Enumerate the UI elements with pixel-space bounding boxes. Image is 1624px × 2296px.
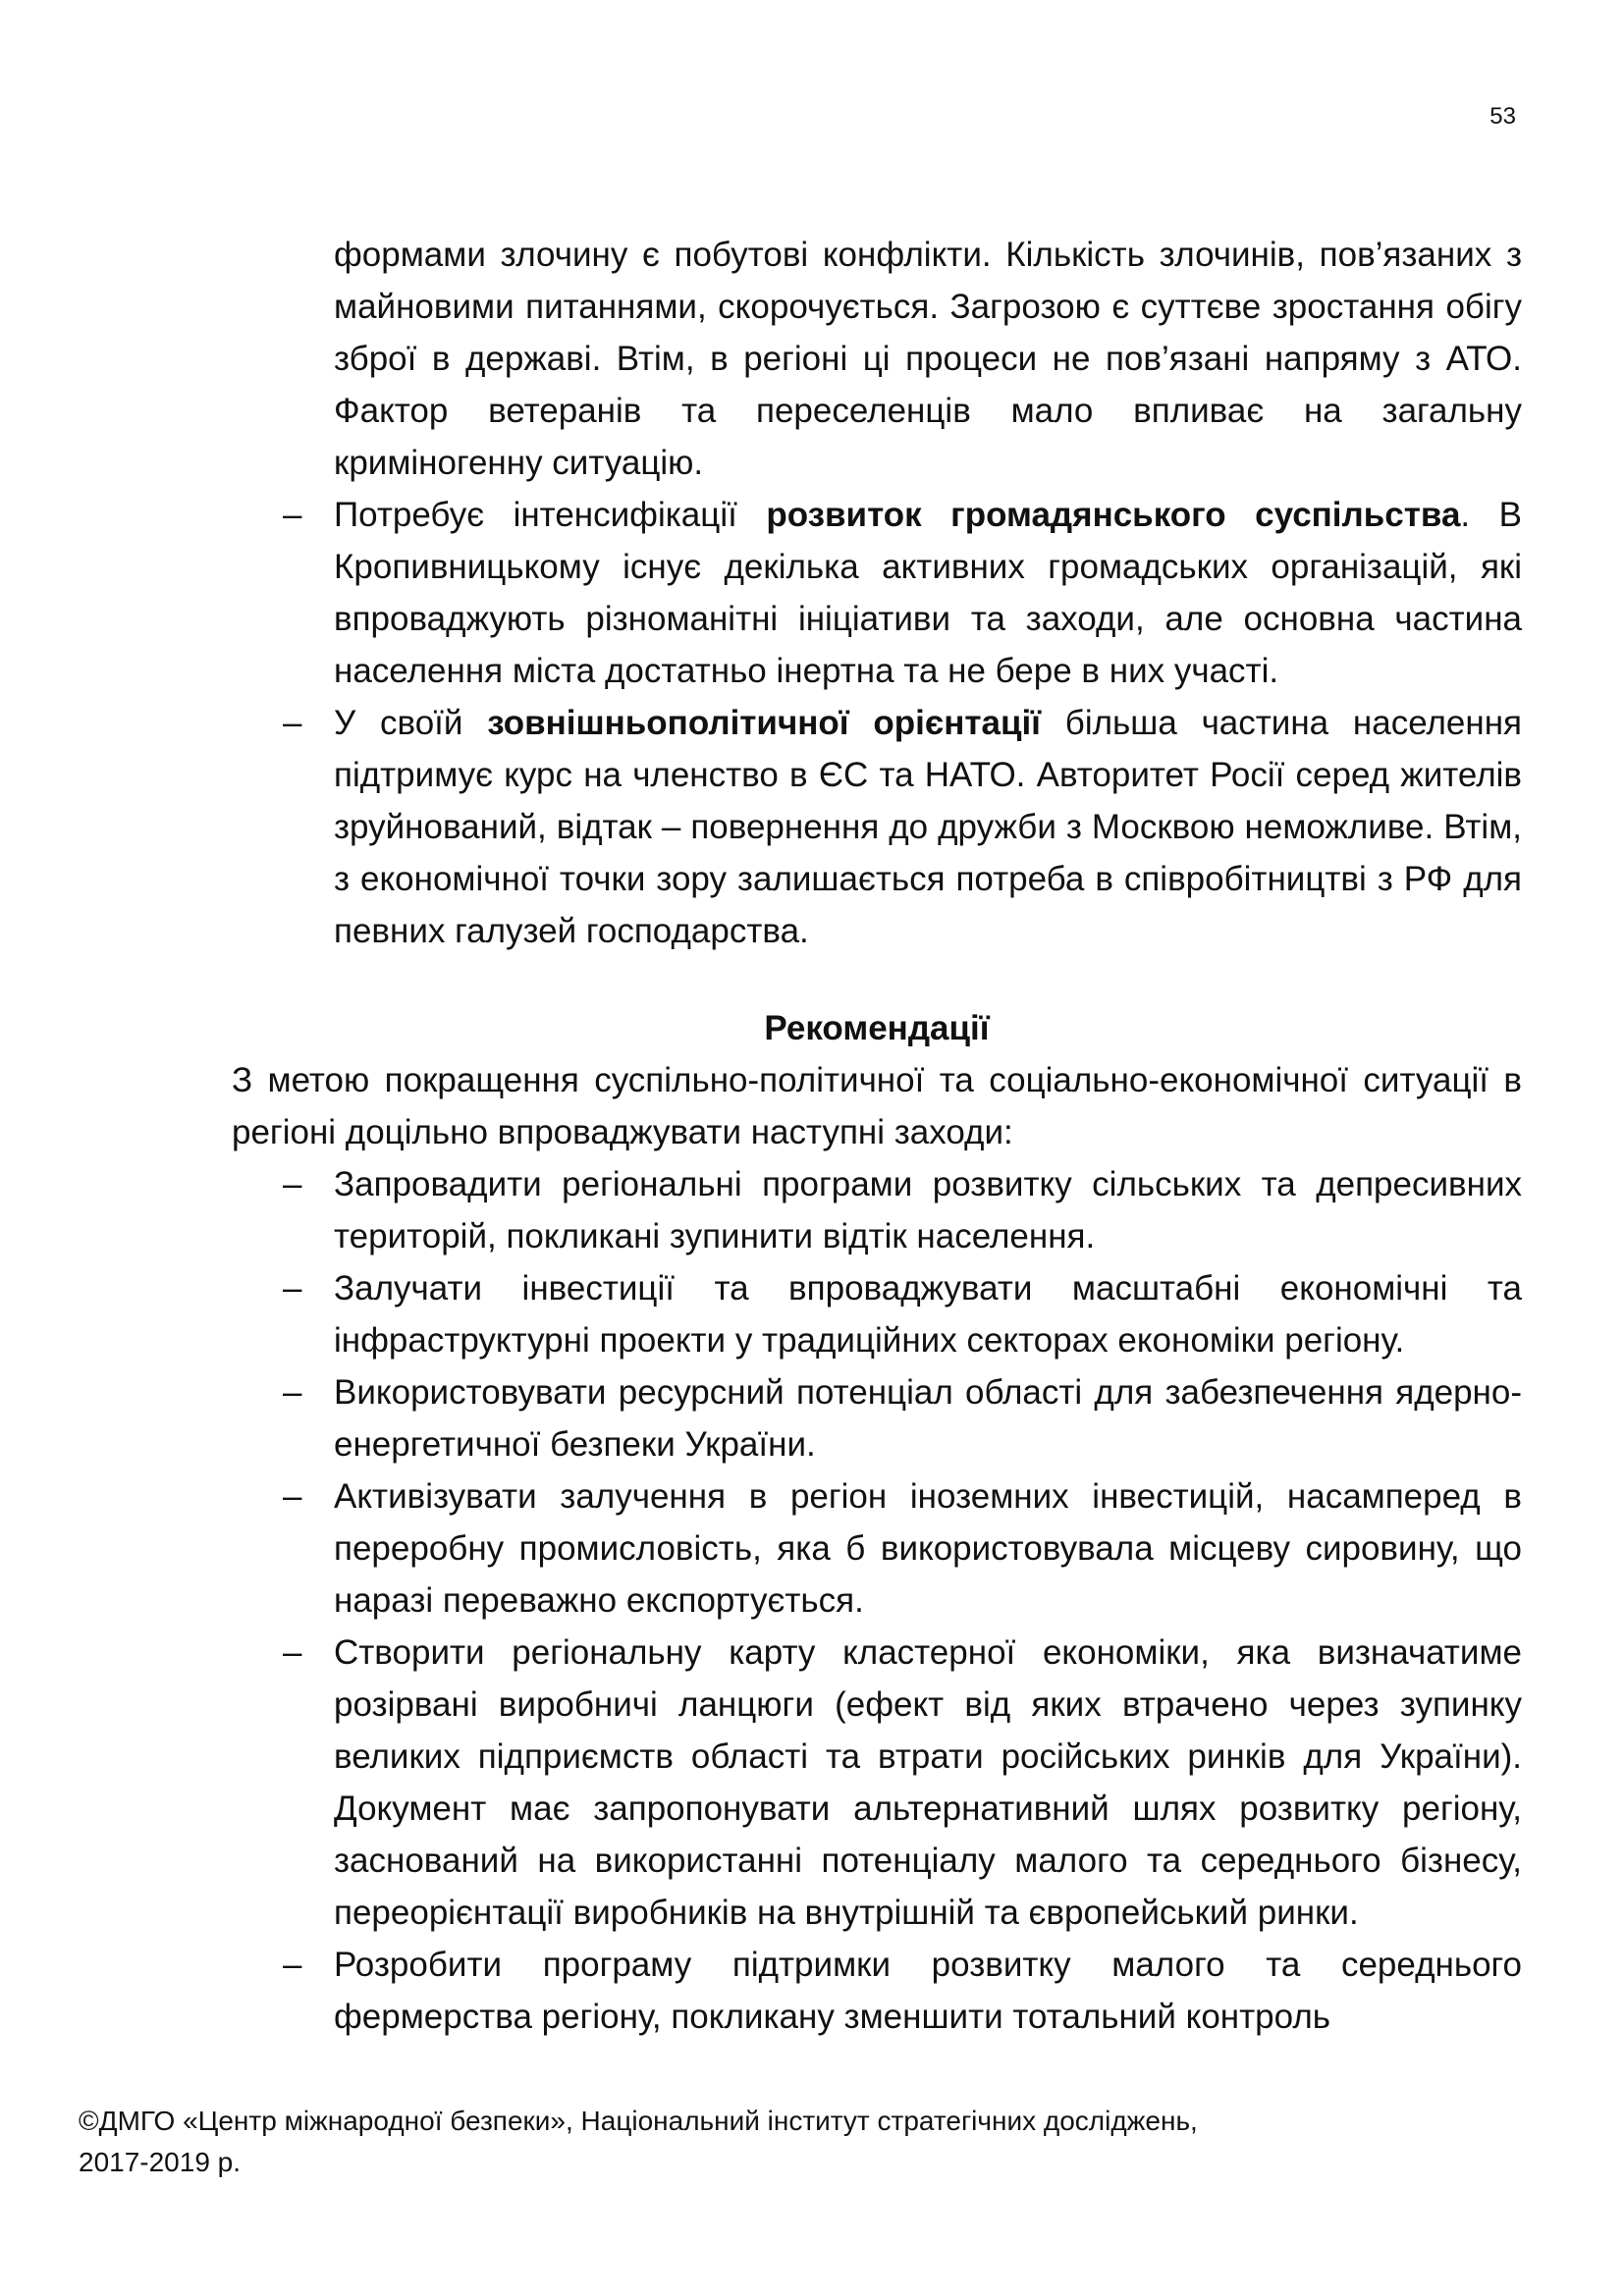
bold-term: зовнішньополітичної орієнтації	[487, 704, 1042, 742]
dash-bullet: –	[283, 1633, 302, 1672]
list-item	[232, 1939, 1522, 2043]
list-item	[232, 489, 1522, 697]
dash-bullet: –	[283, 704, 302, 742]
dash-bullet: –	[283, 1269, 302, 1308]
list-item	[232, 1158, 1522, 1262]
dash-bullet: –	[283, 1373, 302, 1412]
section-gap	[232, 957, 1522, 1002]
list-item-text: Запровадити регіональні програми розвитку сільських та депресивних територій, покликані зупинити відтік населення.	[334, 1165, 1522, 1255]
list-item-text: Розробити програму підтримки розвитку малого та середнього фермерства регіону, покликану зменшити тотальний контроль	[334, 1946, 1522, 2036]
list-item	[232, 1262, 1522, 1366]
continuation-paragraph: формами злочину є побутові конфлікти. Кількість злочинів, пов’язаних з майновими питаннями, скорочується. Загрозою є суттєве зростання обігу зброї в державі. Втім, в регіоні ці процеси не пов’язані напряму з АТО. Фактор ветеранів та переселенців мало впливає на загальну криміногенну ситуацію.	[334, 236, 1522, 482]
list-item	[232, 1366, 1522, 1470]
list-item-text: Активізувати залучення в регіон іноземних інвестицій, насамперед в переробну промисловість, яка б використовувала місцеву сировину, що наразі переважно експортується.	[334, 1477, 1522, 1620]
dash-bullet: –	[283, 1477, 302, 1516]
list-item-text: У своїй зовнішньополітичної орієнтації більша частина населення підтримує курс на членство в ЄС та НАТО. Авторитет Росії серед жителів зруйнований, відтак – повернення до дружби з Москвою неможливе. Втім, з економічної точки зору залишається потреба в співробітництві з РФ для певних галузей господарства.	[334, 704, 1522, 950]
bold-term: розвиток громадянського суспільства	[766, 496, 1461, 534]
list-item-text: Залучати інвестиції та впроваджувати масштабні економічні та інфраструктурні проекти у традиційних секторах економіки регіону.	[334, 1269, 1522, 1360]
intro-paragraph: З метою покращення суспільно-політичної та соціально-економічної ситуації в регіоні доцільно впроваджувати наступні заходи:	[232, 1061, 1522, 1151]
section-heading: Рекомендації	[764, 1009, 990, 1047]
page-body	[232, 229, 1522, 2043]
dash-bullet: –	[283, 1946, 302, 1984]
dash-bullet: –	[283, 1165, 302, 1203]
page-footer	[79, 2101, 1453, 2183]
page-number: 53	[1489, 103, 1516, 130]
footer-years: 2017-2019 р.	[79, 2147, 242, 2177]
list-item	[232, 1627, 1522, 1939]
situation-list	[232, 489, 1522, 957]
recommendations-list	[232, 1158, 1522, 2043]
dash-bullet: –	[283, 496, 302, 534]
list-item-text: Потребує інтенсифікації розвиток громадянського суспільства. В Кропивницькому існує декілька активних громадських організацій, які впроваджують різноманітні ініціативи та заходи, але основна частина населення міста достатньо інертна та не бере в них участі.	[334, 496, 1522, 690]
list-item-text: Використовувати ресурсний потенціал області для забезпечення ядерно-енергетичної безпеки України.	[334, 1373, 1522, 1464]
list-item-text: Створити регіональну карту кластерної економіки, яка визначатиме розірвані виробничі ланцюги (ефект від яких втрачено через зупинку великих підприємств області та втрати російських ринків для України). Документ має запропонувати альтернативний шлях розвитку регіону, заснований на використанні потенціалу малого та середнього бізнесу, переорієнтації виробників на внутрішній та європейський ринки.	[334, 1633, 1522, 1932]
footer-copyright: ©ДМГО «Центр міжнародної безпеки», Національний інститут стратегічних досліджень,	[79, 2106, 1198, 2136]
list-item	[232, 697, 1522, 957]
list-item	[232, 1470, 1522, 1627]
